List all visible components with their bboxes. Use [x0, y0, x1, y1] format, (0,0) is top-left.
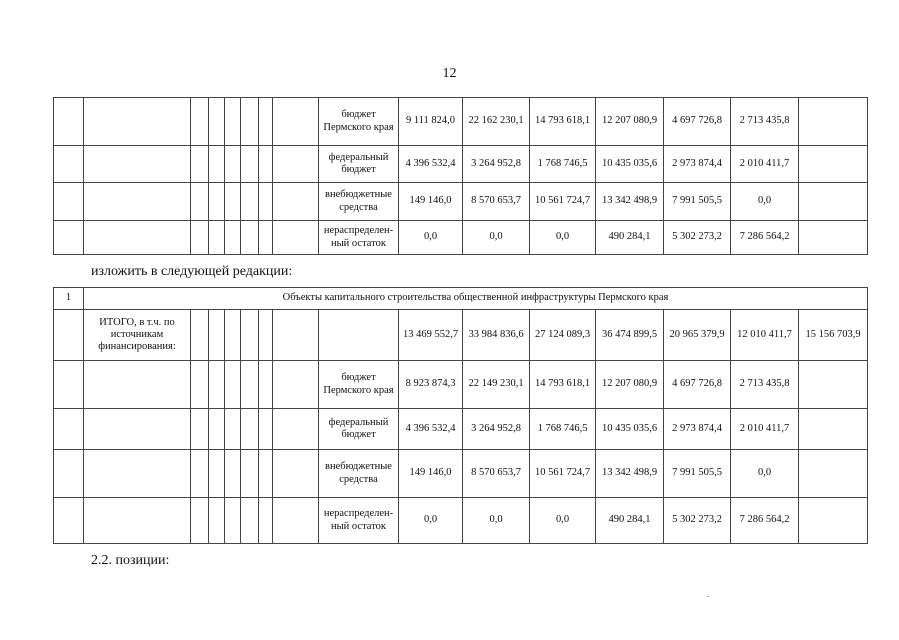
table-row [54, 98, 868, 146]
amount-cell [799, 146, 868, 183]
amount-cell: 2 010 411,7 [731, 146, 799, 183]
total-value: 27 124 089,3 [530, 310, 596, 361]
total-value: 33 984 836,6 [463, 310, 530, 361]
funding-source: нераспределен-ный остаток [319, 221, 399, 255]
total-label: ИТОГО, в т.ч. по источникам финансирования: [84, 310, 191, 361]
amount-cell: 14 793 618,1 [530, 361, 596, 409]
amount-cell [799, 221, 868, 255]
section-paragraph: 2.2. позиции: [91, 553, 170, 568]
amount-cell [799, 361, 868, 409]
amount-cell: 1 768 746,5 [530, 409, 596, 450]
amount-cell [799, 450, 868, 498]
amount-cell: 13 342 498,9 [596, 183, 664, 221]
amount-cell: 10 435 035,6 [596, 409, 664, 450]
table-row [54, 450, 868, 498]
budget-table-old [53, 97, 868, 255]
amount-cell: 2 973 874,4 [664, 409, 731, 450]
amount-cell: 2 713 435,8 [731, 361, 799, 409]
amount-cell: 10 561 724,7 [530, 183, 596, 221]
total-value: 36 474 899,5 [596, 310, 664, 361]
funding-source: федеральный бюджет [319, 146, 399, 183]
amount-cell: 10 561 724,7 [530, 450, 596, 498]
amount-cell: 4 396 532,4 [399, 409, 463, 450]
amount-cell: 490 284,1 [596, 498, 664, 544]
amount-cell: 4 697 726,8 [664, 361, 731, 409]
section-title: Объекты капитального строительства общественной инфраструктуры Пермского края [84, 288, 868, 310]
amount-cell: 5 302 273,2 [664, 498, 731, 544]
amount-cell [799, 409, 868, 450]
total-value: 13 469 552,7 [399, 310, 463, 361]
funding-source: внебюджетные средства [319, 183, 399, 221]
section-header-row [54, 288, 868, 310]
amount-cell: 7 286 564,2 [731, 221, 799, 255]
amount-cell [799, 498, 868, 544]
instruction-paragraph: изложить в следующей редакции: [91, 264, 293, 279]
amount-cell: 8 570 653,7 [463, 183, 530, 221]
amount-cell: 9 111 824,0 [399, 98, 463, 146]
amount-cell: 12 207 080,9 [596, 361, 664, 409]
amount-cell: 7 286 564,2 [731, 498, 799, 544]
page-number: 12 [442, 66, 457, 81]
amount-cell: 149 146,0 [399, 183, 463, 221]
amount-cell: 1 768 746,5 [530, 146, 596, 183]
funding-source: нераспределен-ный остаток [319, 498, 399, 544]
scan-speck [707, 596, 709, 597]
amount-cell: 3 264 952,8 [463, 409, 530, 450]
amount-cell: 14 793 618,1 [530, 98, 596, 146]
section-number: 1 [54, 288, 84, 310]
amount-cell: 0,0 [731, 450, 799, 498]
budget-table-new [53, 287, 868, 544]
amount-cell: 0,0 [399, 221, 463, 255]
table-row [54, 498, 868, 544]
amount-cell: 0,0 [731, 183, 799, 221]
total-value: 12 010 411,7 [731, 310, 799, 361]
table-row [54, 146, 868, 183]
total-row [54, 310, 868, 361]
amount-cell: 0,0 [399, 498, 463, 544]
amount-cell: 22 162 230,1 [463, 98, 530, 146]
amount-cell: 7 991 505,5 [664, 183, 731, 221]
table-row [54, 361, 868, 409]
amount-cell: 0,0 [463, 498, 530, 544]
table-row [54, 221, 868, 255]
funding-source: бюджет Пермского края [319, 98, 399, 146]
amount-cell [799, 183, 868, 221]
amount-cell: 22 149 230,1 [463, 361, 530, 409]
funding-source: бюджет Пермского края [319, 361, 399, 409]
funding-source: федеральный бюджет [319, 409, 399, 450]
amount-cell: 5 302 273,2 [664, 221, 731, 255]
amount-cell: 2 973 874,4 [664, 146, 731, 183]
total-value: 20 965 379,9 [664, 310, 731, 361]
amount-cell: 4 396 532,4 [399, 146, 463, 183]
amount-cell: 149 146,0 [399, 450, 463, 498]
amount-cell: 0,0 [530, 221, 596, 255]
amount-cell: 8 923 874,3 [399, 361, 463, 409]
amount-cell: 8 570 653,7 [463, 450, 530, 498]
table-row [54, 409, 868, 450]
amount-cell: 0,0 [530, 498, 596, 544]
amount-cell: 7 991 505,5 [664, 450, 731, 498]
funding-source: внебюджетные средства [319, 450, 399, 498]
amount-cell: 2 713 435,8 [731, 98, 799, 146]
total-value: 15 156 703,9 [799, 310, 868, 361]
amount-cell: 10 435 035,6 [596, 146, 664, 183]
amount-cell: 0,0 [463, 221, 530, 255]
amount-cell: 3 264 952,8 [463, 146, 530, 183]
amount-cell: 4 697 726,8 [664, 98, 731, 146]
amount-cell: 2 010 411,7 [731, 409, 799, 450]
amount-cell: 12 207 080,9 [596, 98, 664, 146]
amount-cell: 490 284,1 [596, 221, 664, 255]
amount-cell [799, 98, 868, 146]
amount-cell: 13 342 498,9 [596, 450, 664, 498]
table-row [54, 183, 868, 221]
